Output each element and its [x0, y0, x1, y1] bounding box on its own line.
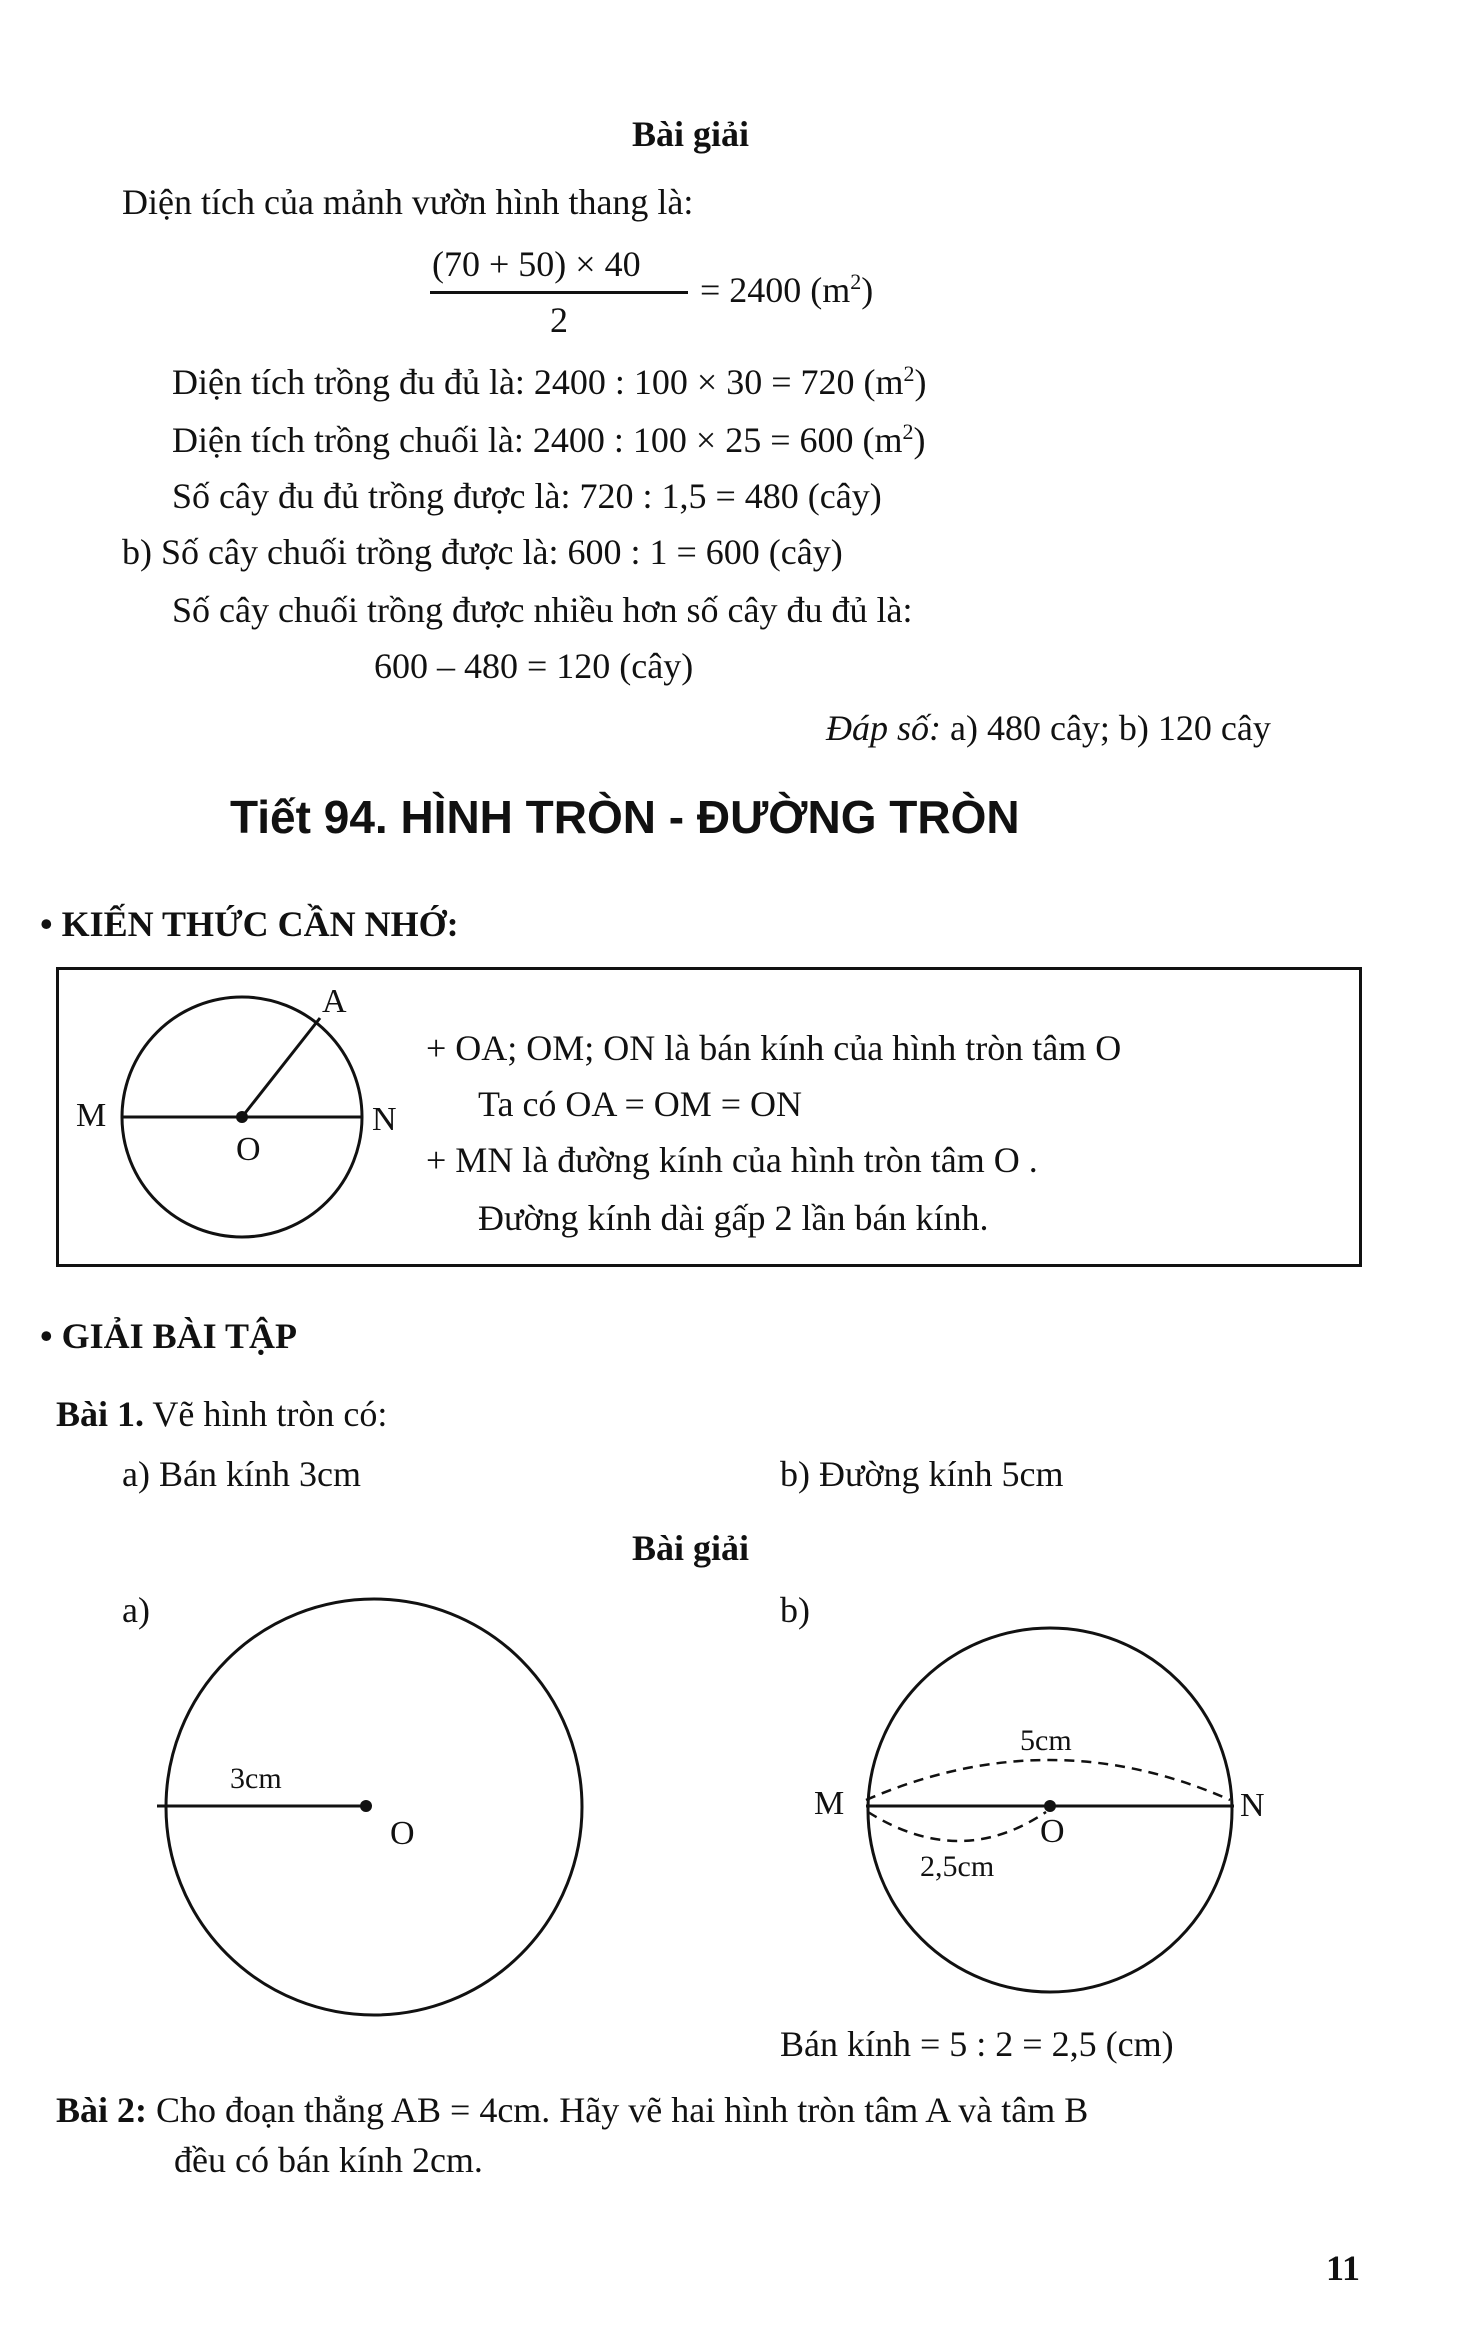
line-banana-count: b) Số cây chuối trồng được là: 600 : 1 = 600 (cây) — [122, 532, 843, 572]
label-m-b: M — [814, 1785, 845, 1822]
knowledge-heading: • KIẾN THỨC CẦN NHỚ: — [40, 904, 459, 944]
label-m: M — [76, 1097, 107, 1134]
solution-heading: Bài giải — [632, 114, 750, 154]
center-dot-a — [360, 1800, 372, 1812]
label-n-b: N — [1240, 1787, 1265, 1824]
radius-label-a: 3cm — [230, 1762, 282, 1795]
ex1-part-b: b) Đường kính 5cm — [780, 1454, 1064, 1494]
center-dot-b — [1044, 1800, 1056, 1812]
ex1-solution-heading: Bài giải — [632, 1528, 750, 1568]
exercise-heading: • GIẢI BÀI TẬP — [40, 1316, 297, 1356]
area-intro: Diện tích của mảnh vườn hình thang là: — [122, 182, 694, 222]
knowledge-point-2: Ta có OA = OM = ON — [478, 1084, 803, 1124]
fraction-numerator: (70 + 50) × 40 — [432, 244, 641, 284]
ex1-fig-a-label: a) — [122, 1590, 150, 1630]
ex1-part-a: a) Bán kính 3cm — [122, 1454, 361, 1494]
radius-dashed-arc — [868, 1812, 1046, 1841]
label-o-b: O — [1040, 1813, 1065, 1850]
line-difference: 600 – 480 = 120 (cây) — [374, 646, 694, 686]
ex1-radius-calc: Bán kính = 5 : 2 = 2,5 (cm) — [780, 2024, 1174, 2064]
knowledge-point-3: + MN là đường kính của hình tròn tâm O . — [426, 1140, 1038, 1180]
label-n: N — [372, 1101, 397, 1138]
page-number: 11 — [1326, 2248, 1361, 2288]
ex1-fig-b-label: b) — [780, 1590, 810, 1630]
line-papaya-area: Diện tích trồng đu đủ là: 2400 : 100 × 30 = 720 $(m^2)$ — [172, 361, 927, 402]
ex2-line-1: Bài 2: Cho đoạn thẳng AB = 4cm. Hãy vẽ hai hình tròn tâm A và tâm B — [56, 2090, 1089, 2130]
center-label-a: O — [390, 1815, 415, 1852]
label-o: O — [236, 1131, 261, 1168]
lesson-title: Tiết 94. HÌNH TRÒN - ĐƯỜNG TRÒN — [230, 791, 1020, 843]
knowledge-point-4: Đường kính dài gấp 2 lần bán kính. — [478, 1198, 989, 1238]
line-banana-area: Diện tích trồng chuối là: 2400 : 100 × 25 = 600 $(m^2)$ — [172, 419, 926, 460]
ex1-prompt: Bài 1. Vẽ hình tròn có: — [56, 1394, 388, 1434]
diameter-label-b: 5cm — [1020, 1724, 1072, 1757]
fraction-result: = 2400 $(m^2)$ — [700, 269, 874, 310]
line-papaya-count: Số cây đu đủ trồng được là: 720 : 1,5 = 480 (cây) — [172, 476, 882, 516]
radius-label-b: 2,5cm — [920, 1850, 995, 1883]
answer: Đáp số: a) 480 cây; b) 120 cây — [826, 708, 1271, 748]
label-a: A — [322, 983, 347, 1020]
fraction-denominator: 2 — [550, 300, 568, 340]
knowledge-point-1: + OA; OM; ON là bán kính của hình tròn tâm O — [426, 1028, 1122, 1068]
diameter-dashed-arc — [866, 1760, 1230, 1800]
ex2-line-2: đều có bán kính 2cm. — [174, 2140, 483, 2180]
line-difference-intro: Số cây chuối trồng được nhiều hơn số cây đu đủ là: — [172, 590, 913, 630]
